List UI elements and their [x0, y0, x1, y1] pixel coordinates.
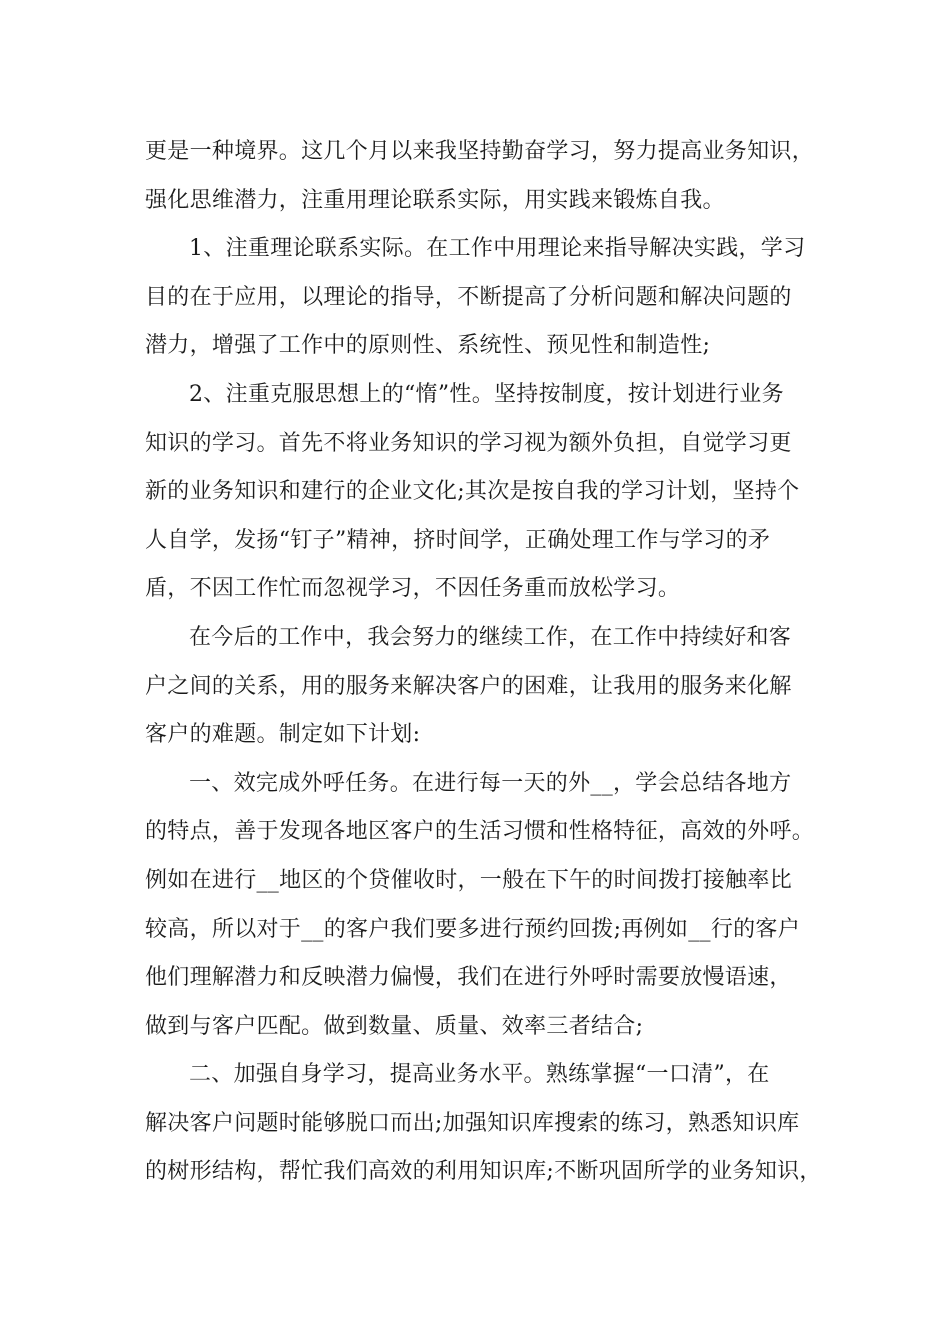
- text-line: 一、效完成外呼任务。在进行每一天的外__，学会总结各地方: [189, 770, 792, 796]
- text-line: 强化思维潜力，注重用理论联系实际，用实践来锻炼自我。: [145, 187, 725, 213]
- text-line: 新的业务知识和建行的企业文化;其次是按自我的学习计划，坚持个: [145, 479, 800, 505]
- text-line: 2、注重克服思想上的“惰”性。坚持按制度，按计划进行业务: [189, 381, 784, 407]
- text-line: 知识的学习。首先不将业务知识的学习视为额外负担，自觉学习更: [145, 430, 792, 456]
- text-line: 二、加强自身学习，提高业务水平。熟练掌握“一口清”，在: [189, 1062, 770, 1088]
- text-line: 例如在进行__地区的个贷催收时，一般在下午的时间拨打接触率比: [145, 867, 793, 893]
- text-line: 1、注重理论联系实际。在工作中用理论来指导解决实践，学习: [189, 236, 806, 262]
- text-line: 盾，不因工作忙而忽视学习，不因任务重而放松学习。: [145, 576, 681, 602]
- text-line: 解决客户问题时能够脱口而出;加强知识库搜索的练习，熟悉知识库: [145, 1110, 800, 1136]
- text-line: 户之间的关系，用的服务来解决客户的困难，让我用的服务来化解: [145, 673, 792, 699]
- text-line: 他们理解潜力和反映潜力偏慢，我们在进行外呼时需要放慢语速，: [145, 965, 792, 991]
- text-line: 做到与客户匹配。做到数量、质量、效率三者结合;: [145, 1013, 644, 1039]
- text-line: 潜力，增强了工作中的原则性、系统性、预见性和制造性;: [145, 333, 711, 359]
- text-line: 目的在于应用，以理论的指导，不断提高了分析问题和解决问题的: [145, 284, 792, 310]
- text-line: 人自学，发扬“钉子”精神，挤时间学，正确处理工作与学习的矛: [145, 527, 771, 553]
- text-line: 在今后的工作中，我会努力的继续工作，在工作中持续好和客: [189, 624, 792, 650]
- text-line: 更是一种境界。这几个月以来我坚持勤奋学习，努力提高业务知识，: [145, 139, 815, 164]
- text-line: 较高，所以对于__的客户我们要多进行预约回拨;再例如__行的客户: [145, 916, 801, 942]
- text-line: 客户的难题。制定如下计划:: [145, 722, 421, 748]
- text-line: 的特点，善于发现各地区客户的生活习惯和性格特征，高效的外呼。: [145, 819, 815, 845]
- text-line: 的树形结构，帮忙我们高效的利用知识库;不断巩固所学的业务知识，: [145, 1159, 822, 1185]
- document-body: [145, 128, 825, 1197]
